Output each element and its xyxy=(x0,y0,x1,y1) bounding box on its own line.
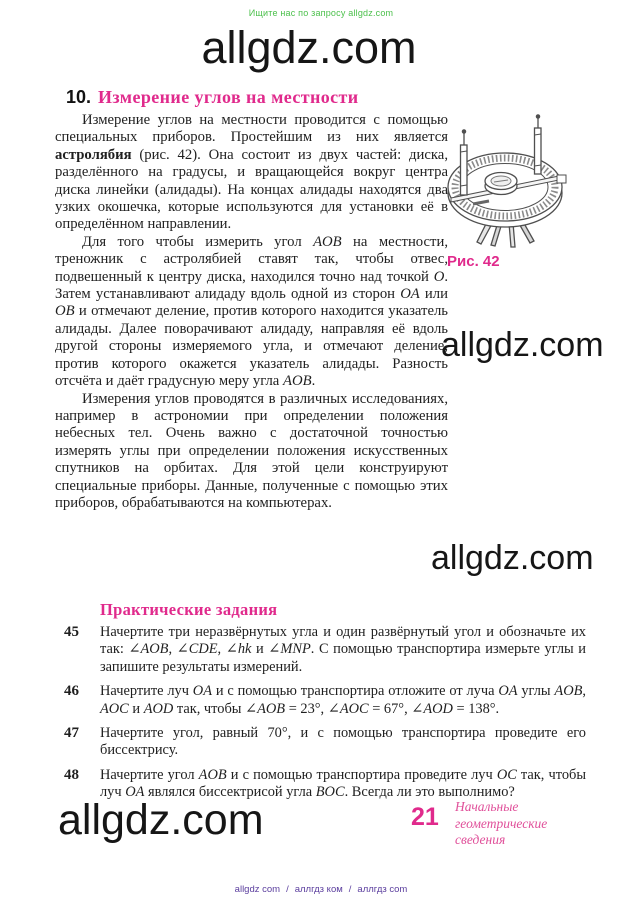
watermark-top: allgdz.com xyxy=(201,22,417,73)
problem-47 xyxy=(0,725,642,760)
footer-link-1[interactable]: allgdz com xyxy=(234,884,281,895)
problem-text: Начертите угол, равный 70°, и с помощью транспортира проведите его биссектрису. xyxy=(100,725,586,759)
problem-46 xyxy=(0,683,642,718)
problem-text: Начертите угол AOB и с помощью транспортира проведите луч OC так, чтобы луч OA являлся биссектрисой угла BOC. Всегда ли это выполнимо? xyxy=(100,766,587,801)
problem-number: 45 xyxy=(64,624,79,640)
top-search-note: Ищите нас по запросу allgdz.com xyxy=(248,8,394,18)
watermark-bottom: allgdz.com xyxy=(58,796,264,844)
footer-link-2[interactable]: аллгдз ком xyxy=(294,884,343,895)
watermark-right-1: allgdz.com xyxy=(441,326,604,364)
figure-astrolabe xyxy=(437,114,642,270)
footer-links xyxy=(0,884,642,895)
paragraph-3: Измерения углов проводятся в различных исследованиях, например в астрономии при определении положения небесных тел. Очень важно с достаточной точностью измерять углы при определении положения искусственных спутников на орбитах. Для этой цели конструируют специальные приборы. Данные, полученные с помощью этих приборов, обрабатываются на компьютерах. xyxy=(55,390,448,511)
section-number: 10. xyxy=(66,87,92,107)
practice-title: Практические задания xyxy=(100,600,278,619)
paragraph-1: Измерение углов на местности проводится с помощью специальных приборов. Простейшим из них является астролябия (рис. 42). Она состоит из двух частей: диска, разделённого на градусы, и вращающейся вокруг центра диска линейки (алидады). На концах алидады находятся два узких окошечка, которые используются для установки её в определённом направлении. xyxy=(55,112,448,233)
problem-text: Начертите луч OA и с помощью транспортира отложите от луча OA углы AOB, AOC и AOD так, чтобы ∠AOB = 23°, ∠AOC = 67°, ∠AOD = 138°. xyxy=(100,683,586,717)
body-text-column xyxy=(55,112,448,512)
astrolabe-drawing-icon xyxy=(437,114,642,249)
problem-45 xyxy=(0,624,642,676)
link-separator: / xyxy=(348,884,352,895)
problem-number: 46 xyxy=(64,683,79,700)
link-separator: / xyxy=(286,884,289,895)
page-number: 21 xyxy=(411,803,439,831)
problem-number: 47 xyxy=(64,725,79,742)
chapter-name: Начальные геометрические сведения xyxy=(455,799,548,847)
practice-problems xyxy=(0,624,642,809)
problem-number: 48 xyxy=(64,766,79,783)
problem-text: Начертите три неразвёрнутых угла и один развёрнутый угол и обозначьте их так: ∠AOB, ∠CDE, ∠hk и ∠MNP. С помощью транспортира измерьте углы и запишите результаты измерений. xyxy=(100,624,586,675)
section-title: Измерение углов на местности xyxy=(98,87,359,107)
watermark-right-2: allgdz.com xyxy=(431,539,594,577)
footer-link-3[interactable]: аллгдз com xyxy=(357,884,408,895)
paragraph-2: Для того чтобы измерить угол AOB на местности, треножник с астролябией ставят так, чтобы отвес, подвешенный к центру диска, находился точно над точкой O. Затем устанавливают алидаду вдоль одной из сторон OA или OB и отмечают деление, против которого находится указатель алидады. Далее поворачивают алидаду, направляя её вдоль другой стороны измеряемого угла, и отмечают деление, против которого окажется указатель алидады. Разность отсчёта и даёт градусную меру угла AOB. xyxy=(55,233,448,390)
figure-caption: Рис. 42 xyxy=(447,253,500,270)
section-heading xyxy=(66,87,359,108)
